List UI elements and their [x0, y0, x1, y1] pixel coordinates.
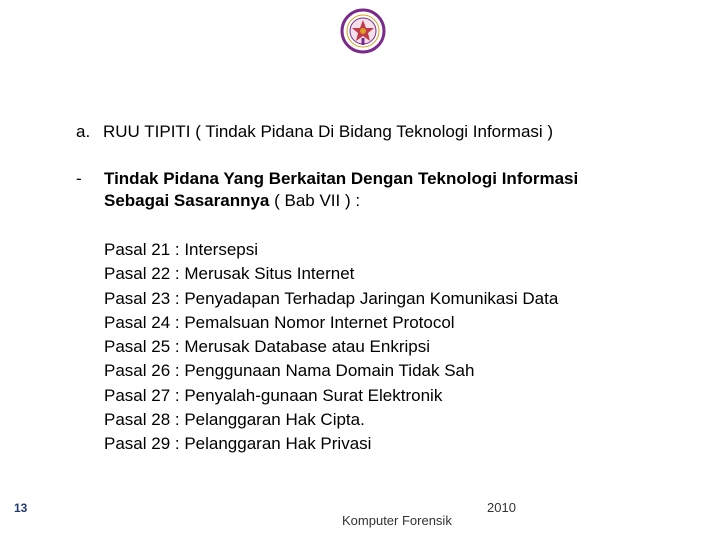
item-a-marker: a.	[76, 122, 91, 141]
list-item: Pasal 23 : Penyadapan Terhadap Jaringan Komunikasi Data	[104, 288, 559, 308]
item-a-text: RUU TIPITI ( Tindak Pidana Di Bidang Teknologi Informasi )	[103, 122, 554, 141]
subheading-line-2	[104, 190, 578, 212]
list-item: Pasal 29 : Pelanggaran Hak Privasi	[104, 434, 372, 454]
list-item: Pasal 22 : Merusak Situs Internet	[104, 264, 355, 284]
university-seal-icon	[340, 8, 386, 54]
subheading-line-2-normal: ( Bab VII ) :	[269, 191, 361, 210]
page-number: 13	[14, 501, 28, 515]
list-item: Pasal 28 : Pelanggaran Hak Cipta.	[104, 410, 365, 430]
subheading-dash: -	[76, 169, 82, 188]
subheading-line-2-bold: Sebagai Sasarannya	[104, 191, 270, 210]
subheading-line-1: Tindak Pidana Yang Berkaitan Dengan Teknologi Informasi	[104, 169, 579, 188]
list-item: Pasal 26 : Penggunaan Nama Domain Tidak Sah	[104, 361, 475, 381]
list-item: Pasal 25 : Merusak Database atau Enkripsi	[104, 337, 431, 357]
subheading	[104, 168, 578, 212]
item-a	[76, 121, 553, 143]
list-item: Pasal 27 : Penyalah-gunaan Surat Elektronik	[104, 385, 443, 405]
list-item: Pasal 21 : Intersepsi	[104, 240, 259, 259]
list-item: Pasal 24 : Pemalsuan Nomor Internet Protocol	[104, 312, 455, 332]
footer-title: Komputer Forensik	[342, 513, 452, 528]
footer-year: 2010	[487, 500, 516, 515]
pasal-list	[104, 238, 558, 457]
